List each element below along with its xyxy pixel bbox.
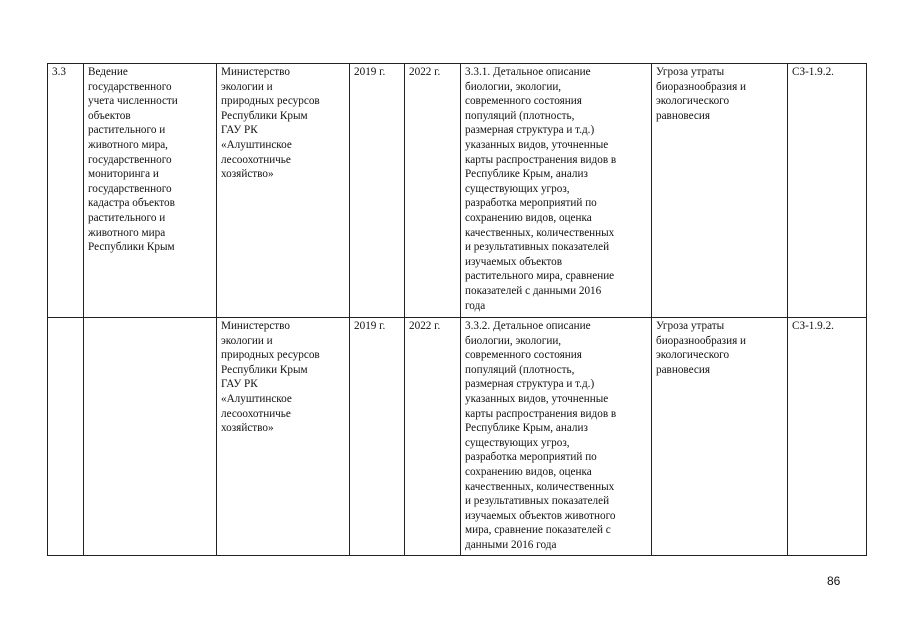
- start-year: 2019 г.: [350, 64, 405, 318]
- code-ref: СЗ-1.9.2.: [788, 64, 867, 318]
- measures-table: [47, 63, 867, 556]
- risk-text: Угроза утраты биоразнообразия и экологического равновесия: [652, 64, 788, 318]
- item-number: [48, 318, 84, 556]
- measure-name: Ведение государственного учета численности объектов растительного и животного мира, государственного мониторинга и государственного кадастра объектов растительного и животного мира Республики Крым: [84, 64, 217, 318]
- measure-description: 3.3.1. Детальное описание биологии, экологии, современного состояния популяций (плотность, размерная структура и т.д.) указанных видов, уточненные карты распространения видов в Республике Крым, анализ существующих угроз, разработка мероприятий по сохранению видов, оценка качественных, количественных и результативных показателей изучаемых объектов растительного мира, сравнение показателей с данными 2016 года: [461, 64, 652, 318]
- start-year: 2019 г.: [350, 318, 405, 556]
- risk-text: Угроза утраты биоразнообразия и экологического равновесия: [652, 318, 788, 556]
- table-row: [48, 64, 867, 318]
- measure-description: 3.3.2. Детальное описание биологии, экологии, современного состояния популяций (плотность, размерная структура и т.д.) указанных видов, уточненные карты распространения видов в Республике Крым, анализ существующих угроз, разработка мероприятий по сохранению видов, оценка качественных, количественных и результативных показателей изучаемых объектов животного мира, сравнение показателей с данными 2016 года: [461, 318, 652, 556]
- item-number: 3.3: [48, 64, 84, 318]
- measure-name: [84, 318, 217, 556]
- code-ref: СЗ-1.9.2.: [788, 318, 867, 556]
- executor: Министерство экологии и природных ресурсов Республики Крым ГАУ РК «Алуштинское лесоохотничье хозяйство»: [217, 64, 350, 318]
- page-number: 86: [827, 574, 841, 588]
- end-year: 2022 г.: [405, 318, 461, 556]
- executor: Министерство экологии и природных ресурсов Республики Крым ГАУ РК «Алуштинское лесоохотничье хозяйство»: [217, 318, 350, 556]
- table-row: [48, 318, 867, 556]
- end-year: 2022 г.: [405, 64, 461, 318]
